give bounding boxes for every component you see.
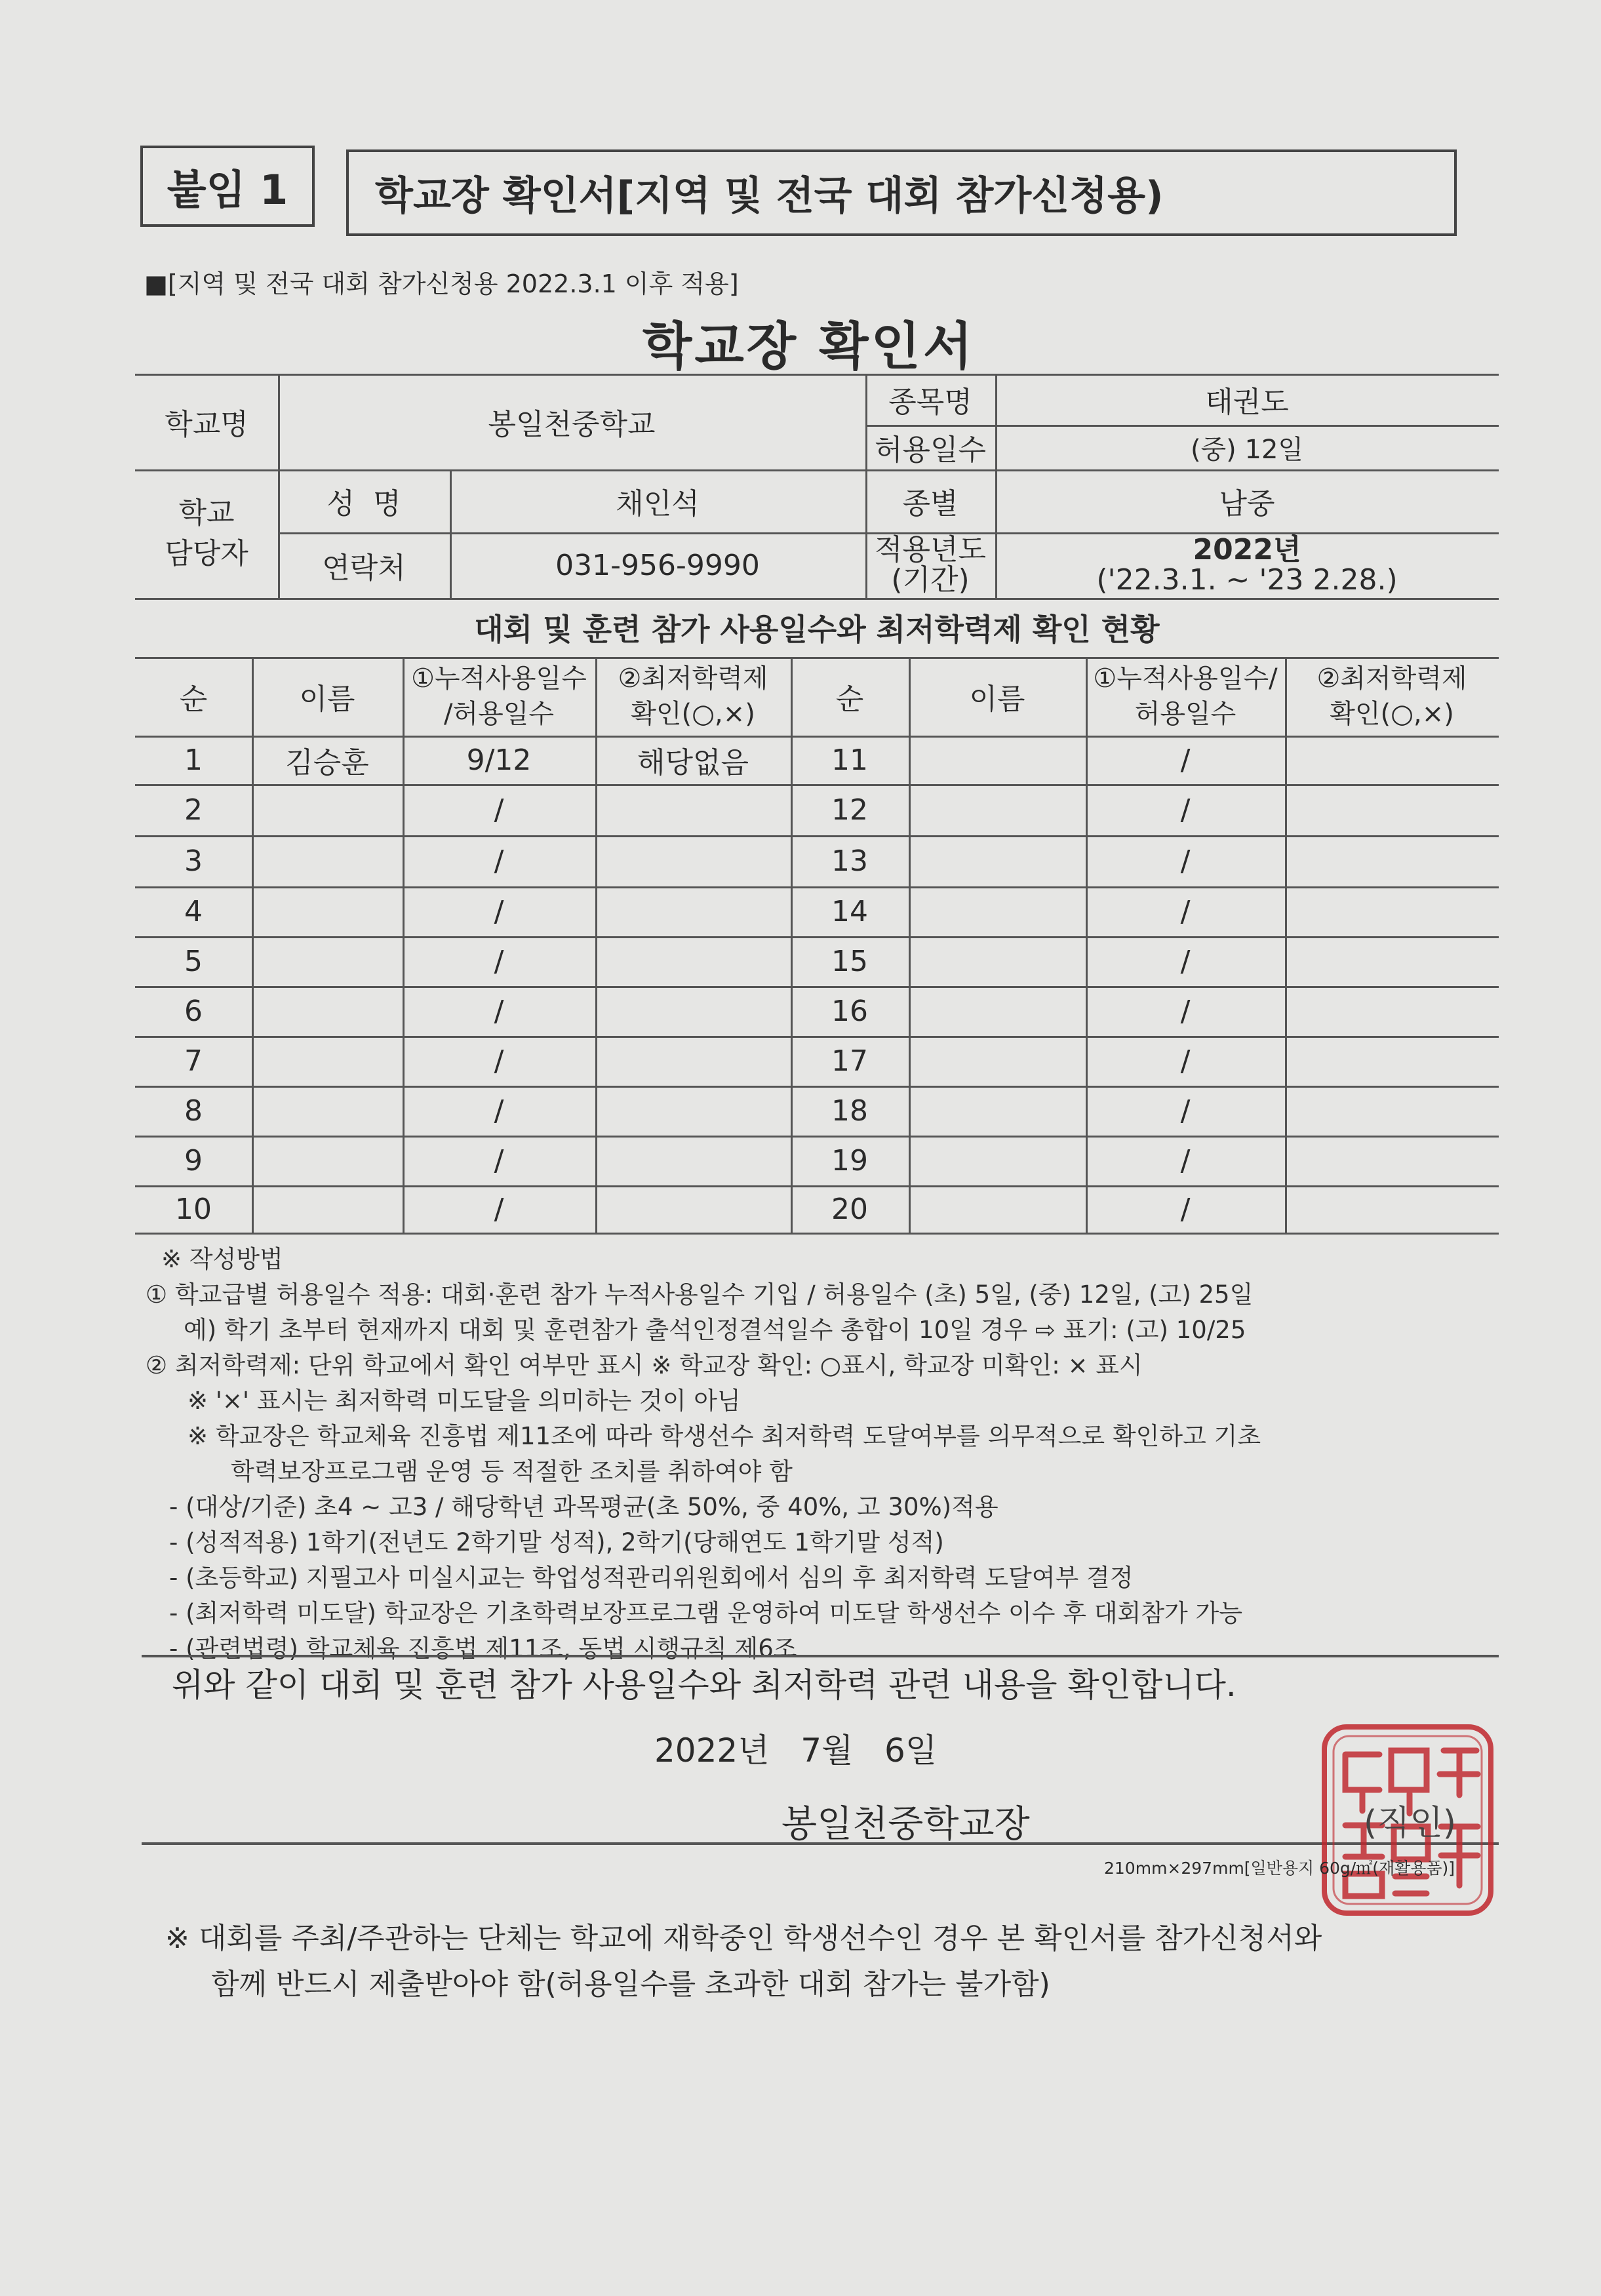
row-check (1285, 1136, 1499, 1185)
header-min-left (595, 657, 791, 736)
year-value (995, 532, 1499, 598)
note-line-8: - (성적적용) 1학기(전년도 2학기말 성적), 2학기(당해연도 1학기말 성적) (169, 1528, 944, 1556)
gender-label: 종별 (902, 487, 959, 521)
row-check (595, 1086, 791, 1136)
allowed-days-value: (중) 12일 (1190, 434, 1304, 465)
header-days-right (1086, 657, 1285, 736)
notes-heading: ※ 작성방법 (161, 1245, 283, 1273)
row-check (595, 986, 791, 1036)
note-line-3: ② 최저학력제: 단위 학교에서 확인 여부만 표시 ※ 학교장 확인: ○표시, 학교장 미확인: × 표시 (146, 1351, 1143, 1379)
row-num: 8 (184, 1094, 203, 1128)
row-num: 20 (831, 1192, 868, 1226)
header-days-right-l2: 허용일수 (1134, 699, 1236, 729)
row-num: 12 (831, 793, 868, 827)
row-name (909, 936, 1086, 986)
footer-line-2: 함께 반드시 제출받아야 함(허용일수를 초과한 대회 참가는 불가함) (211, 1968, 1050, 2001)
row-days: / (1180, 1044, 1191, 1078)
year-period-text: ('22.3.1. ~ '23 2.28.) (1096, 563, 1398, 597)
row-name: 김승훈 (285, 746, 369, 780)
row-num: 4 (184, 894, 203, 928)
year-label (865, 532, 995, 598)
manager-label (135, 469, 278, 598)
row-num: 10 (175, 1192, 212, 1226)
row-days: / (494, 1143, 504, 1178)
note-line-2: 예) 학기 초부터 현재까지 대회 및 훈련참가 출석인정결석일수 총합이 10일 경우 ⇨ 표기: (고) 10/25 (184, 1316, 1246, 1344)
year-label-line2: (기간) (891, 563, 970, 597)
note-line-5: ※ 학교장은 학교체육 진흥법 제11조에 따라 학생선수 최저학력 도달여부를 의무적으로 확인하고 기초 (188, 1422, 1261, 1450)
allowed-days-label: 허용일수 (874, 433, 986, 467)
row-days: / (1180, 944, 1191, 978)
row-check (595, 1185, 791, 1233)
note-line-9: - (초등학교) 지필고사 미실시교는 학업성적관리위원회에서 심의 후 최저학력 도달여부 결정 (169, 1564, 1134, 1592)
row-days: / (1180, 1192, 1191, 1226)
attachment-label-box (140, 146, 315, 227)
attachment-label: 붙임 1 (167, 165, 288, 214)
row-days: / (494, 894, 504, 928)
footer-line-1: ※ 대회를 주최/주관하는 단체는 학교에 재학중인 학생선수인 경우 본 확인서를 참가신청서와 (165, 1922, 1322, 1955)
section-title: 대회 및 훈련 참가 사용일수와 최저학력제 확인 현황 (474, 612, 1160, 647)
row-num: 3 (184, 844, 203, 878)
contact-label: 연락처 (322, 551, 406, 585)
row-num: 7 (184, 1044, 203, 1078)
row-days: / (494, 994, 504, 1028)
header-num-left: 순 (179, 683, 208, 716)
note-line-7: - (대상/기준) 초4 ~ 고3 / 해당학년 과목평균(초 50%, 중 40%, 고 30%)적용 (169, 1493, 998, 1521)
row-days: / (1180, 1143, 1191, 1178)
row-check (1285, 736, 1499, 784)
year-label-line1: 적용년도 (874, 532, 986, 566)
confirmation-statement: 위와 같이 대회 및 훈련 참가 사용일수와 최저학력 관련 내용을 확인합니다. (172, 1666, 1236, 1704)
row-check (1285, 1185, 1499, 1233)
row-name (252, 835, 403, 886)
header-days-left-l2: /허용일수 (443, 699, 555, 729)
row-name (252, 986, 403, 1036)
row-check (1285, 986, 1499, 1036)
name-label (278, 469, 450, 532)
row-num: 19 (831, 1143, 868, 1178)
row-name (909, 986, 1086, 1036)
principal-name: 봉일천중학교장 (781, 1803, 1030, 1846)
row-days: / (494, 793, 504, 827)
header-min-right-l2: 확인(○,×) (1330, 699, 1454, 729)
row-name (909, 1185, 1086, 1233)
name-value: 채인석 (616, 487, 700, 521)
row-check (1285, 784, 1499, 835)
row-num: 5 (184, 944, 203, 978)
note-line-10: - (최저학력 미도달) 학교장은 기초학력보장프로그램 운영하여 미도달 학생선수 이수 후 대회참가 가능 (169, 1599, 1243, 1627)
contact-value: 031-956-9990 (555, 548, 760, 582)
header-name-right: 이름 (969, 683, 1025, 716)
event-label: 종목명 (888, 386, 972, 419)
row-check (1285, 835, 1499, 886)
row-name (909, 1036, 1086, 1086)
row-days: 9/12 (466, 743, 532, 777)
row-name (909, 886, 1086, 936)
name-label-text: 성 명 (326, 487, 401, 521)
manager-label-line2: 담당자 (165, 537, 248, 570)
header-min-right (1285, 657, 1499, 736)
year-value-text: 2022년 (1193, 532, 1301, 566)
row-num: 9 (184, 1143, 203, 1178)
row-days: / (1180, 1094, 1191, 1128)
header-min-right-l1: ②최저학력제 (1316, 663, 1467, 694)
row-days: / (1180, 844, 1191, 878)
row-num: 11 (831, 743, 868, 777)
row-name (252, 784, 403, 835)
row-check (1285, 1086, 1499, 1136)
row-check (595, 835, 791, 886)
note-line-1: ① 학교급별 허용일수 적용: 대회·훈련 참가 누적사용일수 기입 / 허용일수 (초) 5일, (중) 12일, (고) 25일 (146, 1280, 1254, 1309)
note-line-11: - (관련법령) 학교체육 진흥법 제11조, 동법 시행규칙 제6조 (169, 1634, 797, 1663)
row-name (909, 1086, 1086, 1136)
paper-size-note: 210mm×297mm[일반용지 60g/㎡(재활용품)] (1104, 1859, 1455, 1878)
row-check (595, 886, 791, 936)
row-num: 6 (184, 994, 203, 1028)
header-days-left (403, 657, 595, 736)
row-num: 18 (831, 1094, 868, 1128)
row-name (909, 736, 1086, 784)
note-line-6: 학력보장프로그램 운영 등 적절한 조치를 취하여야 함 (231, 1457, 793, 1486)
row-days: / (494, 844, 504, 878)
banner-title-box (346, 149, 1457, 236)
row-num: 14 (831, 894, 868, 928)
school-name-label: 학교명 (165, 408, 248, 441)
main-title: 학교장 확인서 (642, 317, 976, 376)
event-value: 태권도 (1205, 386, 1289, 419)
confirmation-date: 2022년 7월 6일 (654, 1732, 938, 1770)
row-name (252, 1086, 403, 1136)
row-name (252, 886, 403, 936)
row-check (1285, 886, 1499, 936)
row-name (252, 1036, 403, 1086)
row-days: / (1180, 894, 1191, 928)
row-days: / (494, 1044, 504, 1078)
row-check (595, 1136, 791, 1185)
note-line-4: ※ '×' 표시는 최저학력 미도달을 의미하는 것이 아님 (188, 1387, 741, 1415)
header-min-left-l2: 확인(○,×) (631, 699, 755, 729)
row-name (252, 936, 403, 986)
school-name-value: 봉일천중학교 (488, 408, 656, 441)
header-name-left: 이름 (299, 683, 355, 716)
manager-label-line1: 학교 (178, 496, 235, 530)
row-check (1285, 1036, 1499, 1086)
row-num: 15 (831, 944, 868, 978)
header-min-left-l1: ②최저학력제 (618, 663, 768, 694)
row-days: / (1180, 994, 1191, 1028)
row-num: 2 (184, 793, 203, 827)
row-days: / (1180, 793, 1191, 827)
row-num: 16 (831, 994, 868, 1028)
header-days-right-l1: ①누적사용일수/ (1093, 663, 1278, 694)
banner-title: 학교장 확인서[지역 및 전국 대회 참가신청용) (375, 173, 1164, 219)
row-days: / (494, 1094, 504, 1128)
header-num-right: 순 (835, 683, 864, 716)
row-check (595, 1036, 791, 1086)
row-check: 해당없음 (637, 746, 749, 780)
row-check (1285, 936, 1499, 986)
row-name (909, 1136, 1086, 1185)
subtitle: ■[지역 및 전국 대회 참가신청용 2022.3.1 이후 적용] (144, 269, 739, 298)
row-name (909, 835, 1086, 886)
row-days: / (1180, 743, 1191, 777)
row-num: 13 (831, 844, 868, 878)
seal-mark: (직인) (1364, 1804, 1457, 1843)
row-days: / (494, 944, 504, 978)
row-name (909, 784, 1086, 835)
row-name (252, 1185, 403, 1233)
row-num: 1 (184, 743, 203, 777)
row-check (595, 784, 791, 835)
row-num: 17 (831, 1044, 868, 1078)
gender-value: 남중 (1219, 487, 1275, 521)
row-name (252, 1136, 403, 1185)
row-days: / (494, 1192, 504, 1226)
header-days-left-l1: ①누적사용일수 (411, 663, 587, 694)
row-check (595, 936, 791, 986)
